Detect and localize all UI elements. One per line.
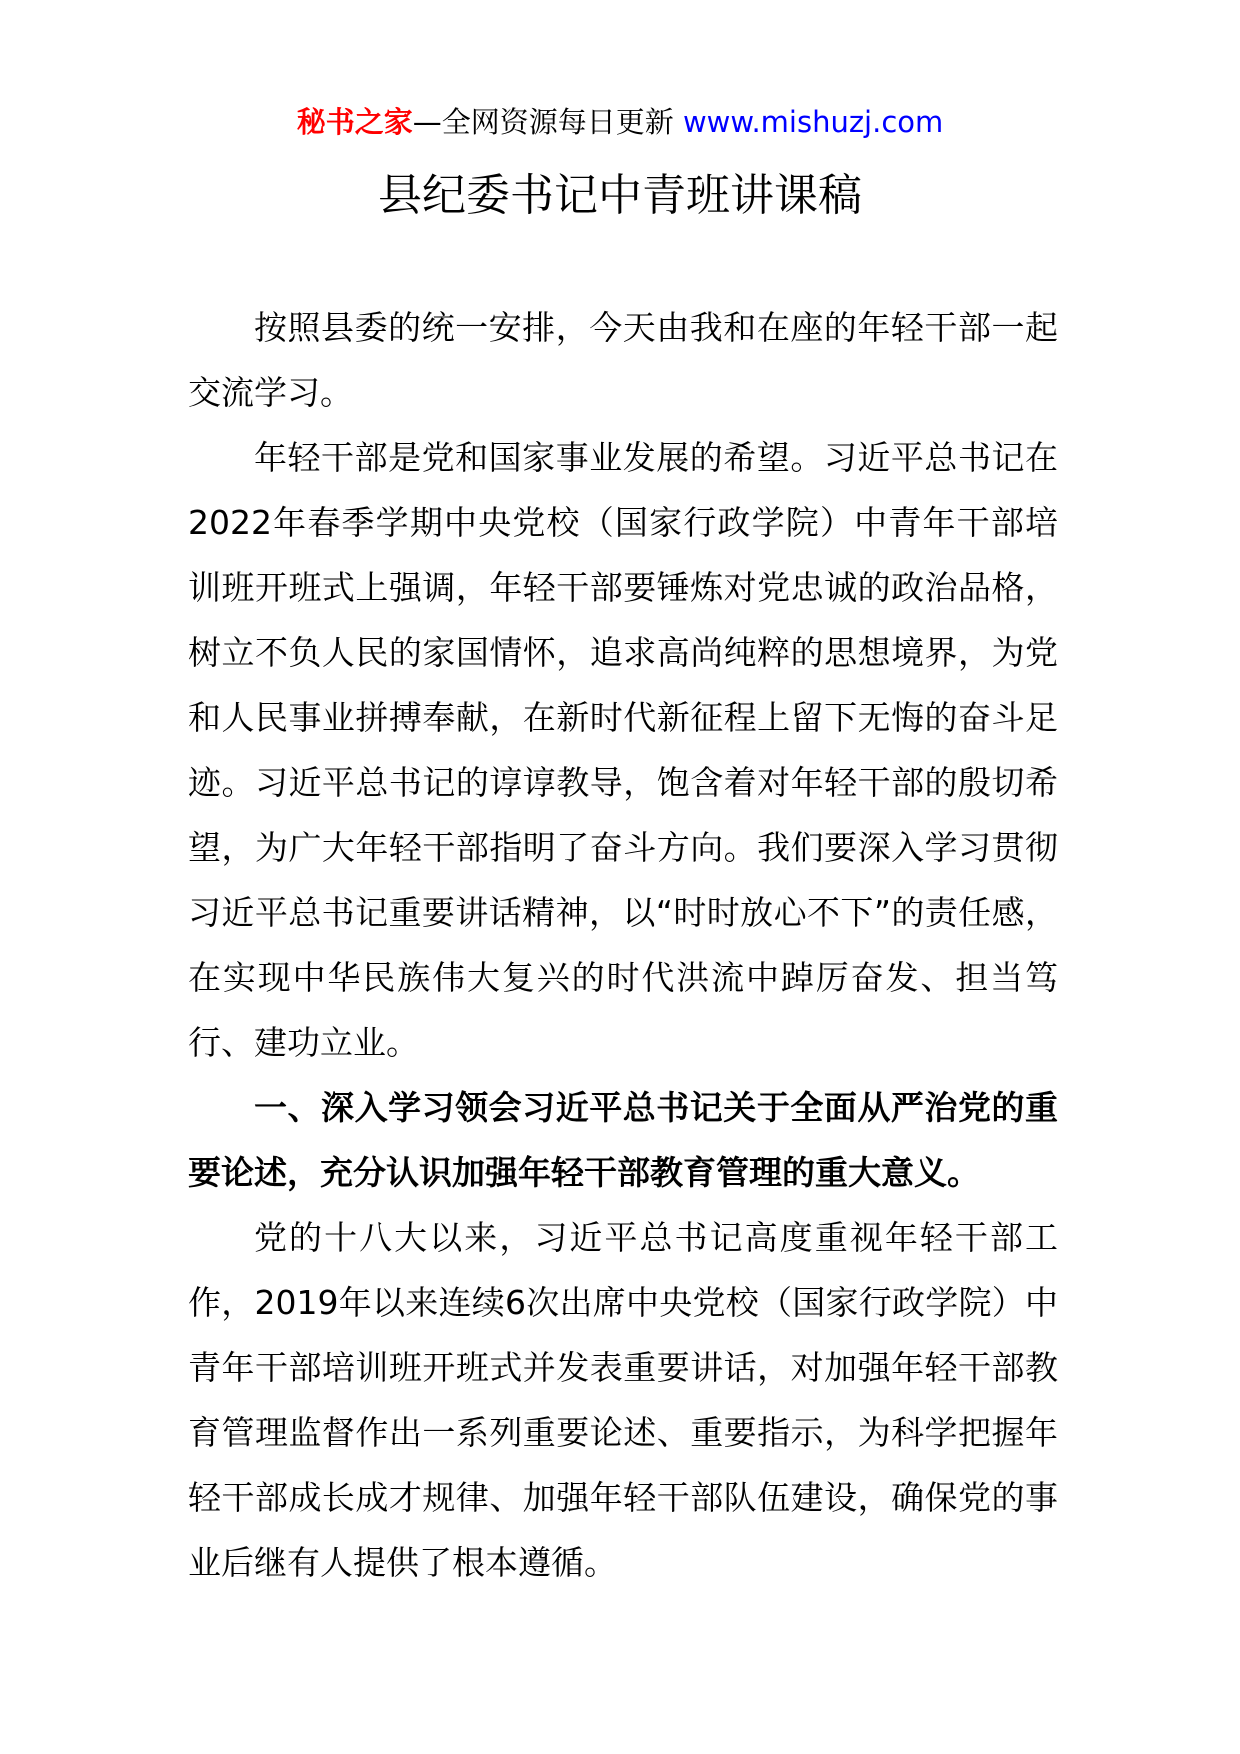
paragraph-background: 年轻干部是党和国家事业发展的希望。习近平总书记在2022年春季学期中央党校（国家行政学院）中青年干部培训班开班式上强调，年轻干部要锤炼对党忠诚的政治品格，树立不负人民的家国情怀，追求高尚纯粹的思想境界，为党和人民事业拼搏奉献，在新时代新征程上留下无悔的奋斗足迹。习近平总书记的谆谆教导，饱含着对年轻干部的殷切希望，为广大年轻干部指明了奋斗方向。我们要深入学习贯彻习近平总书记重要讲话精神，以“时时放心不下”的责任感，在实现中华民族伟大复兴的时代洪流中踔厉奋发、担当笃行、建功立业。 bbox=[188, 438, 1058, 1062]
paragraph-section-1: 党的十八大以来，习近平总书记高度重视年轻干部工作，2019年以来连续6次出席中央党校（国家行政学院）中青年干部培训班开班式并发表重要讲话，对加强年轻干部教育管理监督作出一系列重要论述、重要指示，为科学把握年轻干部成长成才规律、加强年轻干部队伍建设，确保党的事业后继有人提供了根本遵循。 bbox=[188, 1218, 1058, 1582]
site-header bbox=[0, 102, 1240, 142]
paragraph-intro: 按照县委的统一安排，今天由我和在座的年轻干部一起交流学习。 bbox=[188, 308, 1058, 412]
section-heading-1: 一、深入学习领会习近平总书记关于全面从严治党的重要论述，充分认识加强年轻干部教育管理的重大意义。 bbox=[188, 1088, 1058, 1192]
site-url-link[interactable]: www.mishuzj.com bbox=[682, 105, 944, 139]
document-title: 县纪委书记中青班讲课稿 bbox=[378, 170, 862, 221]
site-brand: 秘书之家 bbox=[296, 105, 413, 139]
document-body bbox=[188, 295, 1058, 1595]
site-slogan: —全网资源每日更新 bbox=[412, 105, 683, 139]
